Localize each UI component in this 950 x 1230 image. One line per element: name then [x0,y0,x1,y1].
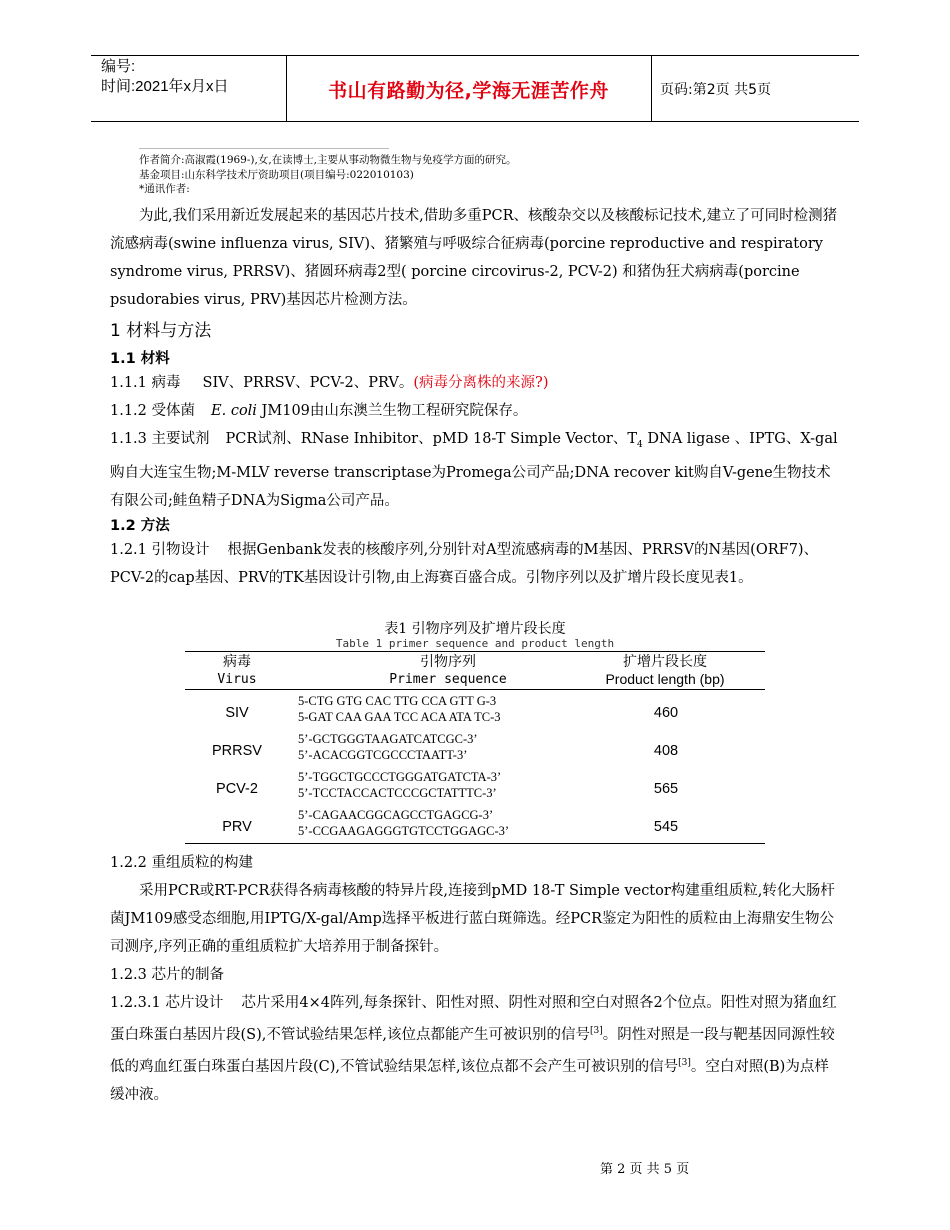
header-code: 编号: [101,58,136,75]
table-header-primer [298,654,598,688]
reverse-primer: 5-GAT CAA GAA TCC ACA ATA TC-3 [298,709,501,724]
header-en: Virus [217,672,257,687]
citation: [3] [589,1026,603,1036]
item-text-end: 。空白对照(B)为点样缓冲液。 [110,1058,829,1103]
intro-paragraph: 为此,我们采用新近发展起来的基因芯片技术,借助多重PCR、核酸杂交以及核酸标记技术,建立了可同时检测猪流感病毒(swine influenza virus, SIV)、猪繁殖与呼吸综合征病毒(porcine reproductive and respiratory syndrome virus, PRRSV)、猪圆环病毒2型( porcine circovirus-2, PCV-2) 和猪伪狂犬病病毒(porcine psudorabies virus, PRV)基因芯片检测方法。 [110,208,838,308]
item-text: JM109由山东澳兰生物工程研究院保存。 [256,403,528,419]
table-row-virus: PRV [222,819,252,835]
header-bottom-rule [91,121,859,122]
section-heading: 1 材料与方法 [110,321,212,341]
table-row-primers [298,732,478,763]
item-text: PCR试剂、RNase Inhibitor、pMD 18-T Simple Vector、T [225,431,638,447]
item-text: SIV、PRRSV、PCV-2、PRV。 [202,375,414,391]
table-row-virus: SIV [225,705,249,721]
subsection-heading: 1.1 材料 [110,351,170,367]
forward-primer: 5’-CAGAACGGCAGCCTGAGCG-3’ [298,808,494,822]
item-label: 1.1.1 病毒 [110,375,181,391]
paragraph-host-bacteria [110,397,840,425]
table-header-virus [177,654,297,688]
subscript: 4 [637,439,643,450]
reverse-primer: 5’-TCCTACCACTCCCGCTATTTC-3’ [298,785,497,800]
header-cn: 引物序列 [420,654,476,670]
item-text: 根据Genbank发表的核酸序列,分别针对A型流感病毒的M基因、PRRSV的N基因(ORF7)、PCV-2的cap基因、PRV的TK基因设计引物,由上海赛百盛合成。引物序列以及扩增片段长度见表1。 [110,542,819,586]
item-label: 1.1.3 主要试剂 [110,431,210,447]
footnote-author: 作者简介:高淑霞(1969-),女,在读博士,主要从事动物微生物与免疫学方面的研究。 [139,154,517,166]
paragraph-plasmid: 采用PCR或RT-PCR获得各病毒核酸的特异片段,连接到pMD 18-T Simple vector构建重组质粒,转化大肠杆菌JM109感受态细胞,用IPTG/X-gal/Amp选择平板进行蓝白斑筛选。经PCR鉴定为阳性的质粒由上海鼎安生物公司测序,序列正确的重组质粒扩大培养用于制备探针。 [110,883,835,955]
header-cn: 病毒 [223,654,251,670]
table-header-rule [185,689,765,690]
header-top-rule [91,55,859,56]
table-caption-en: Table 1 primer sequence and product length [335,637,615,650]
table-header-length [590,654,740,688]
paragraph-chip-design [110,989,840,1109]
forward-primer: 5’-TGGCTGCCCTGGGATGATCTA-3’ [298,770,502,784]
table-row-length: 408 [653,743,679,759]
reverse-primer: 5’-ACACGGTCGCCCTAATT-3’ [298,747,468,762]
table-row-primers [298,770,501,801]
table-row-virus: PRRSV [212,743,262,759]
footnote-fund: 基金项目:山东科学技术厅资助项目(项目编号:022010103) [139,168,414,181]
header-en: Product length (bp) [605,671,725,687]
reverse-primer: 5’-CCGAAGAGGGTGTCCTGGAGC-3’ [298,823,510,838]
forward-primer: 5-CTG GTG CAC TTG CCA GTT G-3 [298,694,497,708]
header-motto: 书山有路勤为径,学海无涯苦作舟 [328,80,609,102]
table-bottom-rule [185,843,765,844]
subsection-heading: 1.2 方法 [110,518,170,534]
header-en: Primer sequence [389,672,507,687]
citation: [3] [678,1057,691,1068]
table-row-virus: PCV-2 [216,781,258,797]
item-label: 1.2.3.1 芯片设计 [110,995,224,1011]
paragraph-virus [110,369,840,397]
footnote-rule [139,148,389,149]
table-row-length: 460 [653,705,679,721]
table-top-rule [185,651,765,652]
item-text: 芯片采用4×4阵列,每条探针、阳性对照、阴性对照和空白对照各2个位点。阳性对照为猪血红蛋白珠蛋白基因片段(S),不管试验结果怎样,该位点都能产生可被识别的信号 [110,995,837,1043]
header-time: 时间:2021年x月x日 [101,78,229,95]
item-label: 1.2.1 引物设计 [110,542,210,558]
table-row-length: 545 [653,819,679,835]
subsubsection-heading: 1.2.3 芯片的制备 [110,967,225,983]
item-label: 1.1.2 受体菌 [110,403,196,419]
table-caption-cn: 表1 引物序列及扩增片段长度 [384,621,566,637]
header-divider-right [651,55,652,121]
paragraph-reagents [110,425,840,515]
page-footer: 第 2 页 共 5 页 [600,1162,690,1177]
header-meta [101,57,229,97]
forward-primer: 5’-GCTGGGTAAGATCATCGC-3’ [298,732,478,746]
footnote-correspondence: *通讯作者: [139,183,190,195]
table-row-primers [298,808,509,839]
item-text-cont: 。阴性对照是一段与靶基因同源性较低的鸡血红蛋白珠蛋白基因片段(C),不管试验结果怎样,该位点都不会产生可被识别的信号 [110,1026,835,1075]
editor-note: (病毒分离株的来源?) [413,375,549,391]
table-row-length: 565 [653,781,679,797]
item-text-cont: DNA ligase 、IPTG、X-gal购自大连宝生物;M-MLV reverse transcriptase为Promega公司产品;DNA recover kit购自V-gene生物技术有限公司;鲑鱼精子DNA为Sigma公司产品。 [110,431,838,509]
table-row-primers [298,694,501,725]
paragraph-primer-design [110,536,840,592]
footnotes [139,153,517,197]
subsubsection-heading: 1.2.2 重组质粒的构建 [110,855,254,871]
header-page-info: 页码:第2页 共5页 [660,82,771,98]
species-name: E. coli [211,403,257,419]
header-cn: 扩增片段长度 [623,654,707,670]
